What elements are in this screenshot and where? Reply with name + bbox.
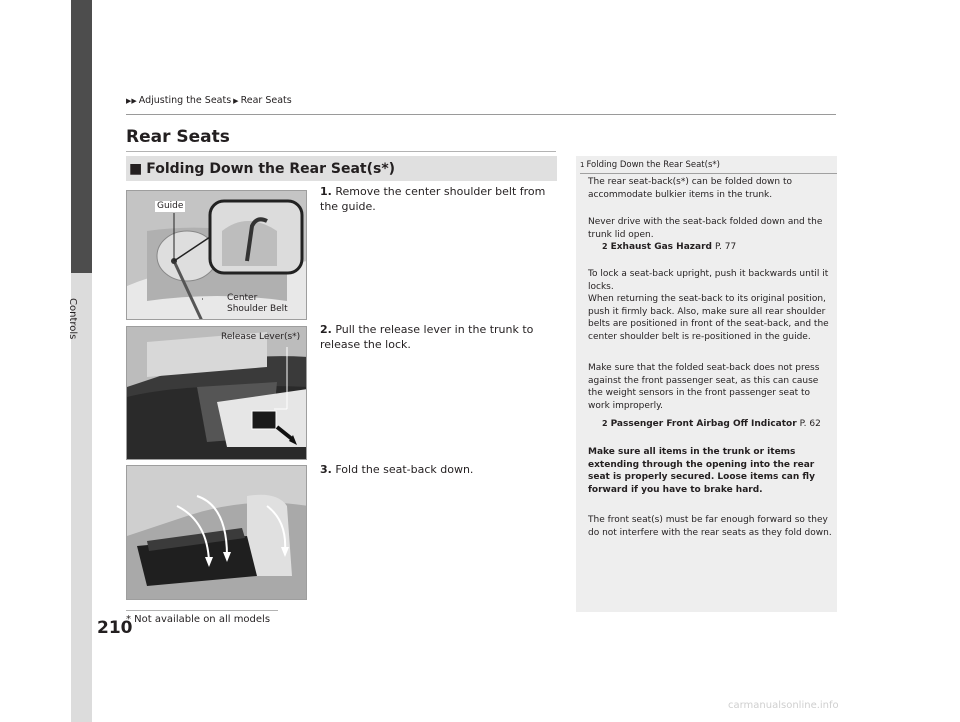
reference-arrow-icon: 2 [602,419,608,428]
section-tab [71,0,92,273]
breadcrumb [126,95,292,106]
note-paragraph-2: Never drive with the seat-back folded down and the trunk lid open. [588,217,823,240]
page-number: 210 [97,618,133,638]
breadcrumb-item-rear-seats[interactable]: Rear Seats [240,95,292,106]
step-1-number: 1. [320,185,332,198]
note-paragraph-5: Make sure that the folded seat-back does not press against the front passenger seat, as this can cause the weight sensors in the front passenger seat to work improperly. [588,363,820,411]
reference-arrow-icon: 2 [602,242,608,251]
note-paragraph-4: When returning the seat-back to its original position, push it firmly back. Also, make sure all rear shoulder belts are positioned in front of the seat-back, and the center shoulder belt is re-positioned in the guide. [588,294,829,342]
step-3-text: Fold the seat-back down. [335,463,474,476]
fold-seat-illustration [127,466,307,600]
step-1 [320,184,560,214]
figure-shoulder-belt-guide [126,190,307,320]
header-divider [126,114,836,115]
note-divider [580,173,837,174]
note-heading [580,160,720,170]
breadcrumb-arrow-icon: ▶▶ [126,96,137,105]
watermark: carmanualsonline.info [728,700,839,711]
section-tab-lower [71,273,92,722]
breadcrumb-arrow-icon: ▶ [233,96,239,105]
release-lever-illustration [127,327,307,460]
step-3-number: 3. [320,463,332,476]
callout-center: Center [227,293,258,303]
breadcrumb-item-seats[interactable]: Adjusting the Seats [138,95,232,106]
footnote: * Not available on all models [126,614,271,625]
xref-exhaust-gas[interactable]: 2 Exhaust Gas Hazard P. 77 [602,242,737,252]
xref-airbag-indicator[interactable]: 2 Passenger Front Airbag Off Indicator P. 62 [602,419,821,429]
note-paragraph-1: The rear seat-back(s*) can be folded down to accommodate bulkier items in the trunk. [588,177,793,200]
page-title: Rear Seats [126,127,230,147]
callout-shoulder-belt: Shoulder Belt [227,304,288,314]
section-title: Folding Down the Rear Seat(s*) [146,160,396,177]
step-2-number: 2. [320,323,332,336]
note-warning: Make sure all items in the trunk or items extending through the opening into the rear seat is properly secured. Loose items can fly forward if you have to brake hard. [588,447,815,495]
step-1-text: Remove the center shoulder belt from the guide. [320,185,546,213]
footnote-divider [126,610,278,611]
side-section-label: Controls [67,298,78,340]
note-marker-icon: 1 [580,161,585,169]
section-heading [126,156,557,181]
note-title: Folding Down the Rear Seat(s*) [586,160,720,170]
side-note [576,156,837,612]
figure-release-lever [126,326,307,460]
step-3 [320,462,560,477]
belt-guide-illustration [127,191,307,320]
callout-release-lever: Release Lever(s*) [221,332,301,342]
note-paragraph-7: The front seat(s) must be far enough forward so they do not interfere with the rear seats as they fold down. [588,515,832,538]
section-marker-icon: ■ [129,160,143,177]
note-paragraph-3: To lock a seat-back upright, push it backwards until it locks. [588,269,829,292]
step-2-text: Pull the release lever in the trunk to release the lock. [320,323,534,351]
title-divider [126,151,556,152]
step-2 [320,322,560,352]
figure-fold-seat-back [126,465,307,600]
callout-guide: Guide [157,201,184,211]
